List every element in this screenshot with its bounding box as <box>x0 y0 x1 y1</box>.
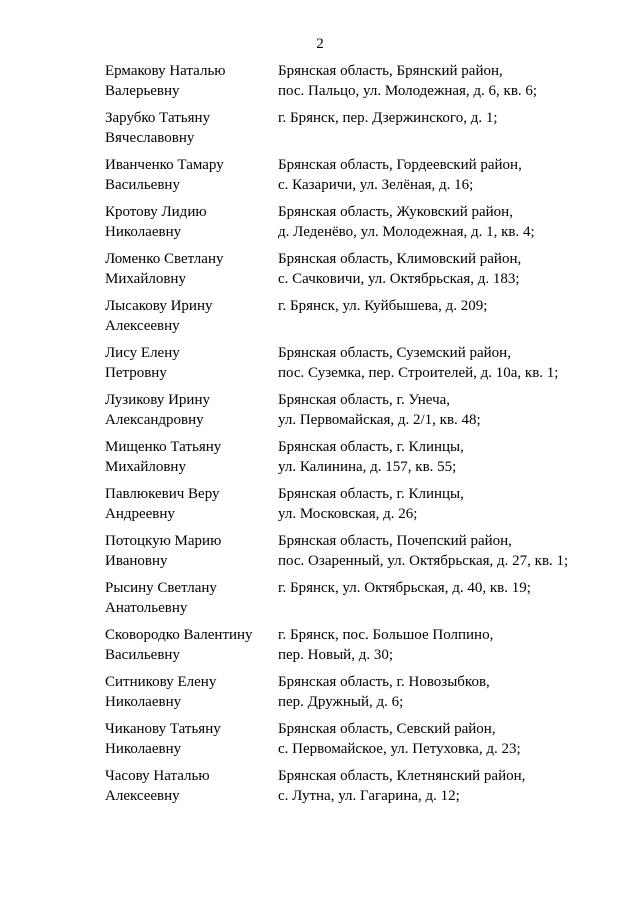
person-address <box>278 249 628 289</box>
name-line: Рысину Светлану <box>105 580 217 596</box>
person-address <box>278 155 628 195</box>
person-address <box>278 766 628 806</box>
list-item <box>0 578 640 625</box>
person-address <box>278 61 628 101</box>
address-line: г. Брянск, пер. Дзержинского, д. 1; <box>278 110 498 126</box>
list-item <box>0 531 640 578</box>
person-name <box>105 202 270 242</box>
person-address <box>278 202 628 242</box>
person-name <box>105 155 270 195</box>
person-address <box>278 108 628 128</box>
name-line: Петровну <box>105 365 167 381</box>
address-line: Брянская область, Клетнянский район, <box>278 768 526 784</box>
person-address <box>278 390 628 430</box>
address-line: Брянская область, г. Унеча, <box>278 392 451 408</box>
person-address <box>278 719 628 759</box>
person-address <box>278 343 628 383</box>
list-item <box>0 484 640 531</box>
page-number: 2 <box>316 36 324 52</box>
address-line: пер. Новый, д. 30; <box>278 647 394 663</box>
name-line: Александровну <box>105 412 204 428</box>
name-line: Кротову Лидию <box>105 204 207 220</box>
address-line: Брянская область, Севский район, <box>278 721 496 737</box>
list-item <box>0 249 640 296</box>
address-line: ул. Первомайская, д. 2/1, кв. 48; <box>278 412 481 428</box>
list-item <box>0 155 640 202</box>
person-name <box>105 766 270 806</box>
list-item <box>0 437 640 484</box>
person-name <box>105 108 270 148</box>
person-name <box>105 61 270 101</box>
address-line: г. Брянск, ул. Октябрьская, д. 40, кв. 19; <box>278 580 531 596</box>
name-line: Васильевну <box>105 647 180 663</box>
name-line: Николаевну <box>105 741 182 757</box>
list-item <box>0 343 640 390</box>
address-line: Брянская область, Климовский район, <box>278 251 522 267</box>
name-line: Алексеевну <box>105 788 180 804</box>
list-item <box>0 296 640 343</box>
list-item <box>0 390 640 437</box>
name-line: Потоцкую Марию <box>105 533 222 549</box>
person-address <box>278 578 628 598</box>
person-name <box>105 437 270 477</box>
name-line: Михайловну <box>105 271 186 287</box>
name-line: Мищенко Татьяну <box>105 439 222 455</box>
person-address <box>278 484 628 524</box>
address-line: ул. Калинина, д. 157, кв. 55; <box>278 459 457 475</box>
address-line: пос. Озаренный, ул. Октябрьская, д. 27, кв. 1; <box>278 553 569 569</box>
person-name <box>105 343 270 383</box>
name-line: Сковородко Валентину <box>105 627 253 643</box>
name-line: Зарубко Татьяну <box>105 110 211 126</box>
address-line: Брянская область, Жуковский район, <box>278 204 513 220</box>
list-item <box>0 202 640 249</box>
person-name <box>105 625 270 665</box>
person-name <box>105 249 270 289</box>
address-line: д. Леденёво, ул. Молодежная, д. 1, кв. 4; <box>278 224 535 240</box>
person-name <box>105 296 270 336</box>
person-name <box>105 578 270 618</box>
person-address <box>278 672 628 712</box>
person-name <box>105 672 270 712</box>
address-line: Брянская область, г. Клинцы, <box>278 486 464 502</box>
address-line: с. Сачковичи, ул. Октябрьская, д. 183; <box>278 271 520 287</box>
name-line: Ивановну <box>105 553 168 569</box>
person-name <box>105 531 270 571</box>
list-item <box>0 61 640 108</box>
name-line: Васильевну <box>105 177 180 193</box>
person-address <box>278 437 628 477</box>
address-line: Брянская область, Суземский район, <box>278 345 511 361</box>
name-line: Павлюкевич Веру <box>105 486 220 502</box>
name-line: Часову Наталью <box>105 768 210 784</box>
person-address <box>278 296 628 316</box>
address-line: с. Первомайское, ул. Петуховка, д. 23; <box>278 741 521 757</box>
person-name <box>105 484 270 524</box>
name-line: Ермакову Наталью <box>105 63 226 79</box>
address-line: Брянская область, г. Клинцы, <box>278 439 464 455</box>
address-line: г. Брянск, ул. Куйбышева, д. 209; <box>278 298 488 314</box>
address-line: Брянская область, г. Новозыбков, <box>278 674 490 690</box>
name-line: Алексеевну <box>105 318 180 334</box>
list-item <box>0 672 640 719</box>
list-item <box>0 108 640 155</box>
address-line: с. Лутна, ул. Гагарина, д. 12; <box>278 788 460 804</box>
name-line: Михайловну <box>105 459 186 475</box>
name-line: Лысакову Ирину <box>105 298 213 314</box>
address-line: Брянская область, Гордеевский район, <box>278 157 522 173</box>
person-address <box>278 531 628 571</box>
name-line: Вячеславовну <box>105 130 195 146</box>
address-line: ул. Московская, д. 26; <box>278 506 418 522</box>
name-line: Чиканову Татьяну <box>105 721 221 737</box>
address-line: Брянская область, Почепский район, <box>278 533 512 549</box>
address-line: пос. Суземка, пер. Строителей, д. 10а, кв. 1; <box>278 365 559 381</box>
address-line: г. Брянск, пос. Большое Полпино, <box>278 627 494 643</box>
name-line: Ситникову Елену <box>105 674 217 690</box>
name-line: Валерьевну <box>105 83 180 99</box>
person-name <box>105 719 270 759</box>
list-item <box>0 719 640 766</box>
name-line: Ломенко Светлану <box>105 251 224 267</box>
name-line: Лузикову Ирину <box>105 392 210 408</box>
address-line: Брянская область, Брянский район, <box>278 63 503 79</box>
person-address <box>278 625 628 665</box>
address-line: пос. Пальцо, ул. Молодежная, д. 6, кв. 6; <box>278 83 538 99</box>
name-line: Лису Елену <box>105 345 180 361</box>
address-line: пер. Дружный, д. 6; <box>278 694 404 710</box>
address-line: с. Казаричи, ул. Зелёная, д. 16; <box>278 177 474 193</box>
recipient-list <box>0 61 640 813</box>
name-line: Анатольевну <box>105 600 188 616</box>
name-line: Андреевну <box>105 506 175 522</box>
name-line: Николаевну <box>105 694 182 710</box>
name-line: Иванченко Тамару <box>105 157 224 173</box>
list-item <box>0 625 640 672</box>
name-line: Николаевну <box>105 224 182 240</box>
person-name <box>105 390 270 430</box>
list-item <box>0 766 640 813</box>
